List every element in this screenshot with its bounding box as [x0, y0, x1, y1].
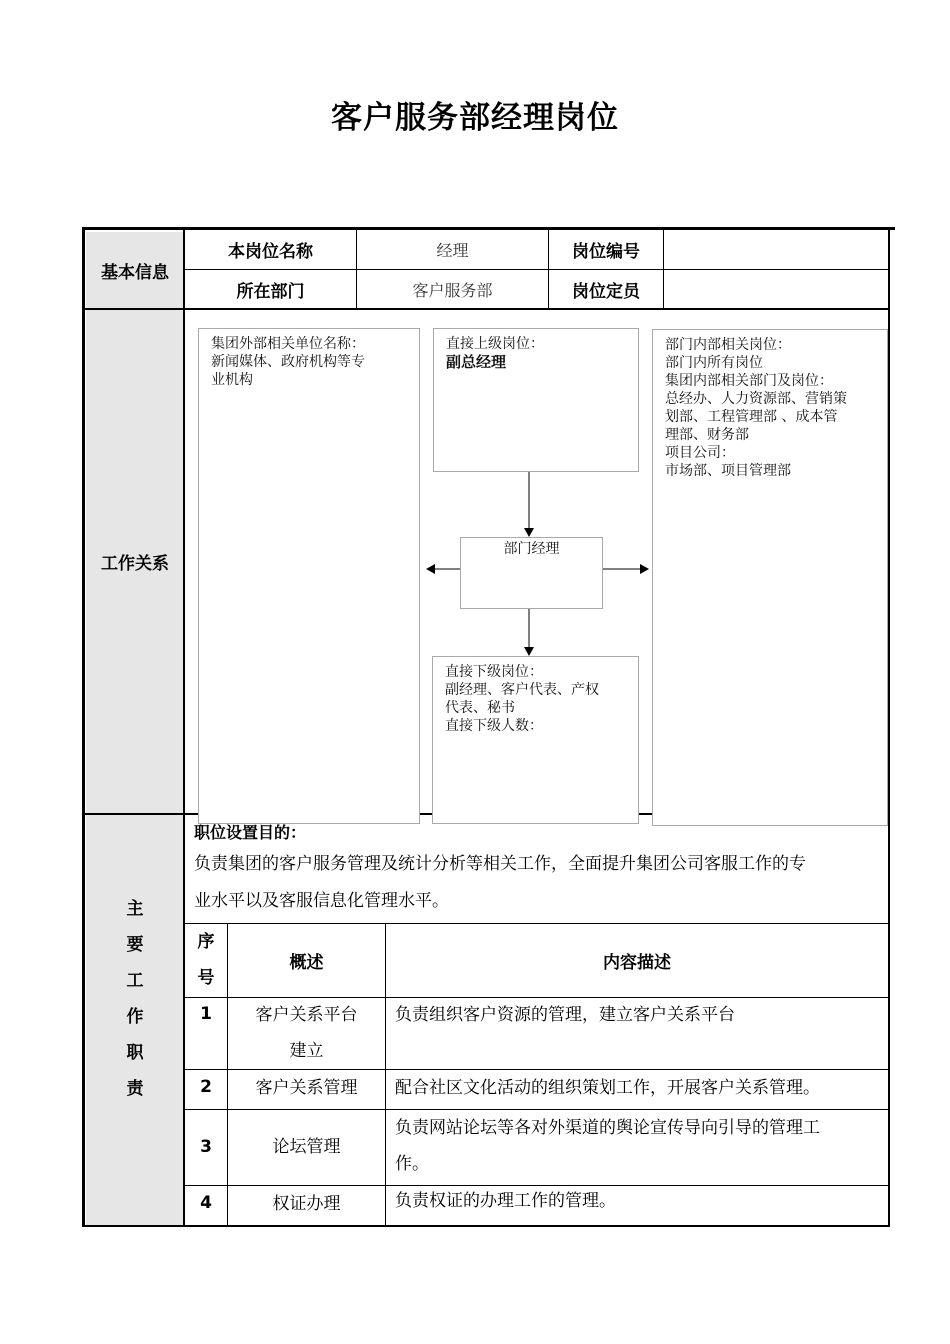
internal-line-4: 总经办、人力资源部、营销策	[665, 391, 847, 407]
external-units-heading: 集团外部相关单位名称：	[211, 336, 365, 352]
row-3-summary: 论坛管理	[272, 1137, 341, 1157]
row-4-desc: 负责权证的办理工作的管理。	[395, 1191, 616, 1211]
arrow-down-2-head	[524, 647, 534, 656]
department-label: 所在部门	[236, 281, 305, 302]
internal-line-7: 项目公司：	[665, 445, 735, 461]
duties-label-char-1: 主	[126, 899, 144, 919]
duties-label-char-3: 工	[126, 971, 144, 991]
row-3-desc	[395, 1110, 888, 1182]
page-title: 客户服务部经理岗位	[331, 100, 619, 136]
internal-line-2: 部门内所有岗位	[665, 355, 763, 371]
row-3-desc-line-1: 负责网站论坛等各对外渠道的舆论宣传导向引导的管理工	[395, 1118, 820, 1138]
row-3-num: 3	[200, 1137, 212, 1157]
row-1-summary-line-2: 建立	[289, 1041, 324, 1061]
center-node-label: 部门经理	[503, 541, 560, 557]
row-2-num: 2	[200, 1077, 212, 1097]
duties-label-char-6: 责	[126, 1079, 144, 1099]
row-3-desc-line-2: 作。	[395, 1154, 429, 1174]
arrow-right-head	[640, 564, 649, 574]
superior-heading: 直接上级岗位：	[446, 336, 544, 352]
external-units-line-1: 新闻媒体、政府机构等专	[211, 354, 365, 370]
summary-header: 概述	[289, 953, 324, 973]
arrow-down-1-head	[524, 528, 534, 537]
subordinate-heading: 直接下级岗位：	[445, 664, 543, 680]
department-value: 客户服务部	[412, 280, 493, 300]
seq-header	[185, 924, 227, 996]
duties-label-char-5: 职	[126, 1043, 144, 1063]
headcount-label: 岗位定员	[572, 281, 640, 302]
duties-table-bottom	[82, 1225, 890, 1227]
duties-label-char-4: 作	[126, 1007, 144, 1027]
internal-line-5: 划部、工程管理部 、成本管	[665, 409, 838, 425]
row-1-summary	[228, 997, 385, 1069]
purpose-text	[194, 846, 888, 920]
seq-header-line-2: 号	[197, 968, 215, 988]
position-name-label: 本岗位名称	[228, 242, 313, 262]
row-1-num: 1	[200, 1004, 212, 1024]
duties-label-char-2: 要	[126, 935, 144, 955]
row-4-summary: 权证办理	[272, 1194, 341, 1214]
internal-line-3: 集团内部相关部门及岗位：	[665, 373, 833, 389]
seq-header-line-1: 序	[197, 932, 215, 952]
purpose-heading: 职位设置目的：	[194, 823, 307, 842]
subordinate-line-3: 直接下级人数：	[445, 718, 543, 734]
row-2-desc: 配合社区文化活动的组织策划工作，开展客户关系管理。	[395, 1078, 820, 1098]
internal-line-8: 市场部、项目管理部	[665, 463, 791, 479]
row-2-summary: 客户关系管理	[255, 1078, 358, 1098]
position-name-value: 经理	[436, 241, 469, 260]
basic-info-label: 基本信息	[101, 262, 169, 283]
external-units-line-2: 业机构	[211, 372, 253, 388]
position-code-label: 岗位编号	[572, 242, 640, 262]
subordinate-line-1: 副经理、客户代表、产权	[445, 682, 599, 698]
row-1-summary-line-1: 客户关系平台	[255, 1005, 358, 1025]
row-1-desc: 负责组织客户资源的管理，建立客户关系平台	[395, 1005, 735, 1025]
internal-line-1: 部门内部相关岗位：	[665, 337, 791, 353]
superior-value: 副总经理	[446, 353, 507, 371]
subordinate-line-2: 代表、秘书	[445, 700, 515, 716]
description-header: 内容描述	[603, 953, 671, 973]
duties-label	[86, 891, 184, 1107]
row-4-num: 4	[200, 1193, 212, 1213]
purpose-line-1: 负责集团的客户服务管理及统计分析等相关工作，全面提升集团公司客服工作的专	[194, 854, 806, 874]
purpose-line-2: 业水平以及客服信息化管理水平。	[194, 891, 449, 911]
work-relations-label: 工作关系	[101, 554, 169, 574]
arrow-left-head	[426, 564, 435, 574]
internal-line-6: 理部、财务部	[665, 427, 749, 443]
